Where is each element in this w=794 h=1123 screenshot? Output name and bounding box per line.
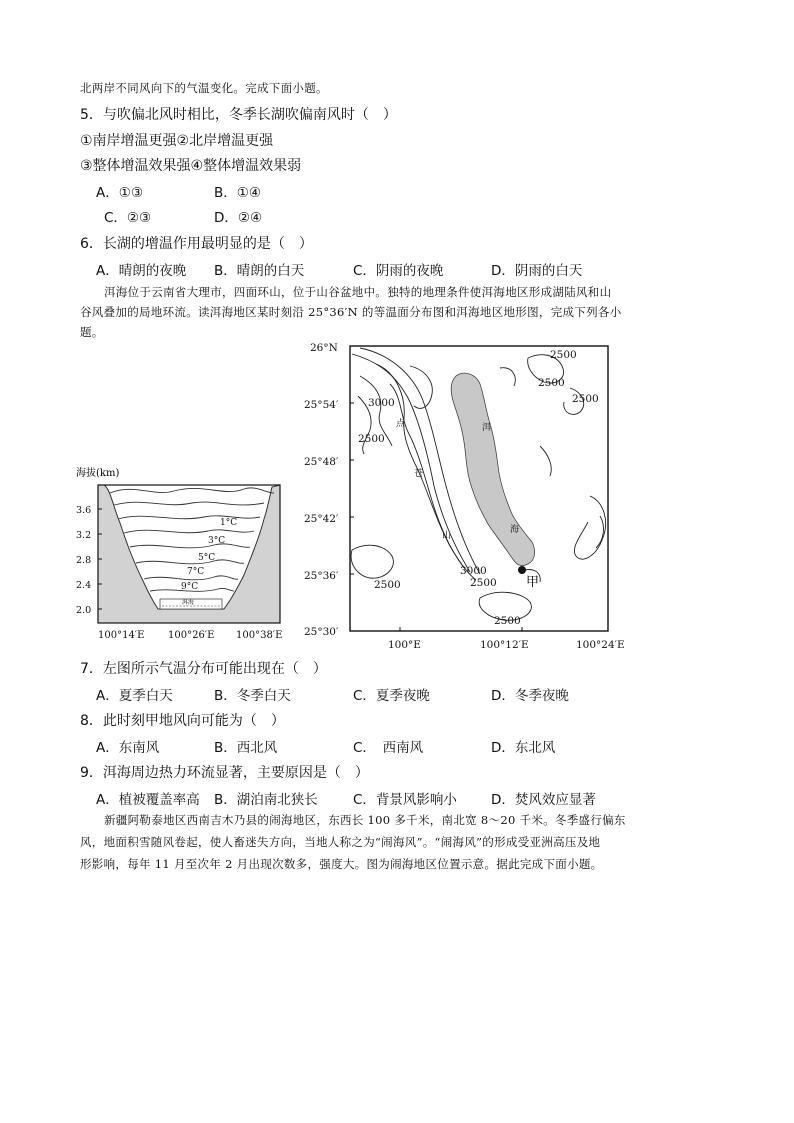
intro-tail: 北两岸不同风向下的气温变化。完成下面小题。 — [80, 81, 328, 95]
q5-option-c[interactable]: C．②③ — [104, 210, 152, 226]
contour-label-2500-c: 2500 — [572, 393, 599, 405]
map-xtick-10012E: 100°12′E — [480, 639, 529, 651]
point-jia-marker — [518, 566, 526, 574]
q9-option-a[interactable]: A．植被覆盖率高 — [96, 792, 200, 808]
isotherm-label-1: 1°C — [220, 518, 238, 528]
q8-option-d[interactable]: D．东北风 — [491, 740, 556, 756]
profile-ytick-3.6: 3.6 — [76, 505, 92, 516]
passage3-line2: 风，地面积雪随风卷起，使人畜迷失方向，当地人称之为“闹海风”。“闹海风”的形成受亚洲高压及地 — [80, 835, 601, 849]
q7-option-b[interactable]: B．冬季白天 — [214, 688, 291, 704]
contour-label-2500-a: 2500 — [550, 349, 577, 361]
q7-option-c[interactable]: C．夏季夜晚 — [353, 688, 430, 704]
profile-ytick-3.2: 3.2 — [76, 530, 92, 541]
q5-stem: 5．与吹偏北风时相比，冬季长湖吹偏南风时（ ） — [80, 107, 397, 123]
q8-stem: 8．此时刻甲地风向可能为（ ） — [80, 713, 285, 729]
passage2-line1: 洱海位于云南省大理市，四面环山，位于山谷盆地中。独特的地理条件使洱海地区形成湖陆风和山 — [104, 285, 612, 299]
erhai-lake-map — [451, 373, 534, 565]
lake-label-2: 海 — [510, 525, 520, 535]
map-ytick-2542: 25°42′ — [304, 513, 339, 525]
isotherm-profile-figure — [74, 463, 300, 645]
q6-stem: 6．长湖的增温作用最明显的是（ ） — [80, 236, 313, 252]
q8-option-b[interactable]: B．西北风 — [214, 740, 278, 756]
profile-ytick-2.8: 2.8 — [76, 555, 92, 566]
map-ytick-26N: 26°N — [310, 342, 338, 354]
map-ytick-2554: 25°54′ — [304, 399, 339, 411]
q5-option-a[interactable]: A．①③ — [96, 185, 143, 201]
q5-statements-2: ③整体增温效果强④整体增温效果弱 — [80, 158, 302, 174]
isotherm-label-9: 9°C — [181, 582, 199, 592]
mountain-label-1: 点 — [396, 419, 406, 429]
q9-option-c[interactable]: C．背景风影响小 — [353, 792, 457, 808]
map-ytick-2548: 25°48′ — [304, 456, 339, 468]
q7-stem: 7．左图所示气温分布可能出现在（ ） — [80, 661, 327, 677]
q9-stem: 9．洱海周边热力环流显著，主要原因是（ ） — [80, 765, 369, 781]
lake-label-1: 洱 — [482, 423, 492, 433]
contour-label-2500-d: 2500 — [358, 433, 385, 445]
map-xtick-100E: 100°E — [388, 639, 421, 651]
mountain-label-3: 山 — [442, 531, 452, 541]
q6-option-a[interactable]: A．晴朗的夜晚 — [96, 263, 187, 279]
q8-option-a[interactable]: A．东南风 — [96, 740, 160, 756]
profile-ytick-2.4: 2.4 — [76, 580, 92, 591]
contour-label-3000-a: 3000 — [368, 397, 395, 409]
profile-ytick-2.0: 2.0 — [76, 605, 92, 616]
passage3-line3: 形影响，每年 11 月至次年 2 月出现次数多，强度大。图为闹海地区位置示意。据此完成下面小题。 — [80, 857, 603, 871]
isotherm-label-5: 5°C — [198, 553, 216, 563]
profile-xtick-1: 100°14′E — [98, 630, 145, 641]
profile-xtick-2: 100°26′E — [168, 630, 215, 641]
isotherm-label-7: 7°C — [187, 567, 205, 577]
q7-option-d[interactable]: D．冬季夜晚 — [491, 688, 569, 704]
mountain-label-2: 苍 — [414, 469, 424, 479]
q8-option-c[interactable]: C． 西南风 — [353, 740, 424, 756]
q5-statements-1: ①南岸增温更强②北岸增温更强 — [80, 133, 274, 149]
map-xtick-10024E: 100°24′E — [576, 639, 625, 651]
q9-option-b[interactable]: B．湖泊南北狭长 — [214, 792, 318, 808]
passage2-line3: 题。 — [80, 325, 104, 339]
q6-option-c[interactable]: C．阴雨的夜晚 — [353, 263, 444, 279]
contour-label-2500-g: 2500 — [494, 615, 521, 627]
topographic-map-figure — [300, 336, 640, 654]
contour-label-2500-e: 2500 — [470, 577, 497, 589]
map-ytick-2536: 25°36′ — [304, 570, 339, 582]
q9-option-d[interactable]: D．焚风效应显著 — [491, 792, 596, 808]
q6-option-d[interactable]: D．阴雨的白天 — [491, 263, 583, 279]
contour-label-2500-b: 2500 — [538, 377, 565, 389]
q7-option-a[interactable]: A．夏季白天 — [96, 688, 173, 704]
passage2-line2: 谷风叠加的局地环流。读洱海地区某时刻沿 25°36′N 的等温面分布图和洱海地区地形图，完成下列各小 — [80, 305, 622, 319]
map-ytick-2530: 25°30′ — [304, 626, 339, 638]
contour-label-3000-b: 3000 — [460, 565, 487, 577]
profile-xtick-3: 100°38′E — [236, 630, 283, 641]
profile-ylabel: 海拔(km) — [76, 468, 120, 479]
q6-option-b[interactable]: B．晴朗的白天 — [214, 263, 305, 279]
point-jia-label: 甲 — [526, 575, 540, 590]
q5-option-d[interactable]: D．②④ — [214, 210, 263, 226]
isotherm-label-3: 3°C — [208, 536, 226, 546]
profile-lake-label: 洱海 — [182, 599, 195, 606]
passage3-line1: 新疆阿勒泰地区西南吉木乃县的闹海地区，东西长 100 多千米，南北宽 8～20 千米。冬季盛行偏东 — [104, 813, 626, 827]
contour-label-2500-f: 2500 — [374, 579, 401, 591]
q5-option-b[interactable]: B．①④ — [214, 185, 261, 201]
